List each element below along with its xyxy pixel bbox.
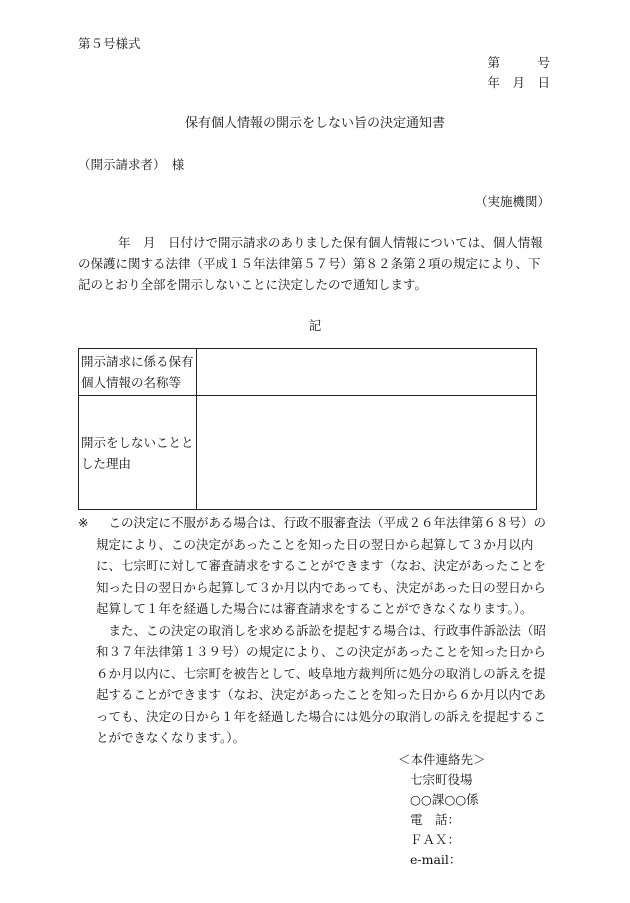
info-table xyxy=(78,348,537,510)
row1-value xyxy=(197,349,537,396)
row2-value xyxy=(197,396,537,510)
contact-tel: 電 話： xyxy=(410,812,461,827)
document-date: 年 月 日 xyxy=(487,75,550,90)
table-row xyxy=(79,396,537,510)
document-title: 保有個人情報の開示をしない旨の決定通知書 xyxy=(184,116,445,131)
note-section xyxy=(78,512,556,749)
body-text xyxy=(78,232,550,295)
contact-fax: ＦＡＸ： xyxy=(410,832,461,847)
contact-section: ○○課○○係 xyxy=(410,792,479,807)
contact-office: 七宗町役場 xyxy=(410,772,473,787)
document-number: 第 号 xyxy=(487,55,550,70)
row2-label: 開示をしないこととした理由 xyxy=(79,396,197,510)
body-paragraph: 年 月 日付けで開示請求のありました保有個人情報については、個人情報の保護に関する法律（平成１５年法律第５７号）第８２条第２項の規定により、下記のとおり全部を開示しないことに決定したので通知します。 xyxy=(78,235,543,292)
note-paragraph-1: この決定に不服がある場合は、行政不服審査法（平成２６年法律第６８号）の規定により、この決定があったことを知った日の翌日から起算して３か月以内に、七宗町に対して審査請求をすることができます（なお、決定があったことを知った日の翌日から起算して３か月以内であっても、決定があった日の翌日から起算して１年を経過した場合には審査請求をすることができなくなります。）。 xyxy=(96,515,547,616)
addressee: （開示請求者） 様 xyxy=(78,157,185,172)
note-paragraph-2: また、この決定の取消しを求める訴訟を提起する場合は、行政事件訴訟法（昭和３７年法律第１３９号）の規定により、この決定があったことを知った日から６か月以内に、七宗町を被告として、岐阜地方裁判所に処分の取消しの訴えを提起することができます（なお、決定があったことを知った日から６か月以内であっても、決定の日から１年を経過した場合には処分の取消しの訴えを提起することができなくなります。）。 xyxy=(96,622,547,745)
form-number: 第５号様式 xyxy=(78,36,141,51)
ki-heading: 記 xyxy=(308,318,322,333)
row1-label: 開示請求に係る保有個人情報の名称等 xyxy=(79,349,197,396)
contact-heading: ＜本件連絡先＞ xyxy=(398,752,486,767)
note-mark: ※ xyxy=(78,515,89,530)
contact-email: e-mail： xyxy=(410,852,462,867)
table-row xyxy=(79,349,537,396)
issuing-agency: （実施機関） xyxy=(474,194,550,209)
contact-block xyxy=(398,750,486,870)
